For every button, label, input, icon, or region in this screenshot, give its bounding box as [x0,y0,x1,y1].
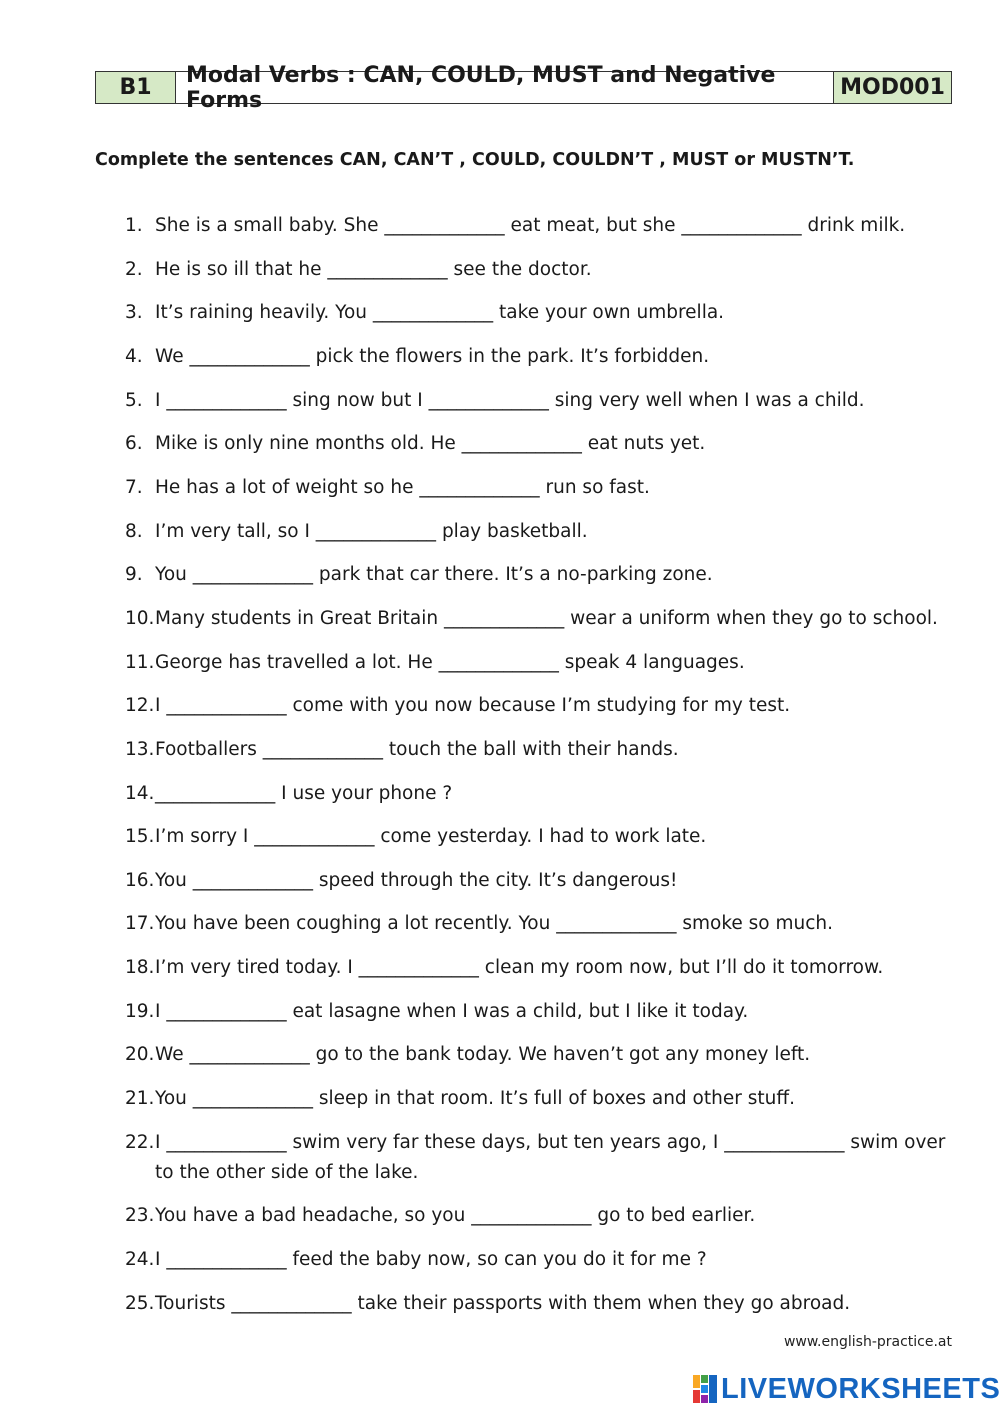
question-number: 23. [125,1205,155,1226]
question-number: 3. [125,302,143,323]
question-text[interactable]: He is so ill that he _____________ see the doctor. [155,259,592,280]
source-url[interactable]: www.english-practice.at [783,1334,952,1350]
logo-text: LIVEWORKSHEETS [721,1372,1000,1405]
question-text[interactable]: You have been coughing a lot recently. You _____________ smoke so much. [155,913,834,934]
question-text[interactable]: I’m sorry I _____________ come yesterday. I had to work late. [155,826,707,847]
question-text[interactable]: She is a small baby. She _____________ eat meat, but she _____________ drink milk. [155,215,906,236]
question-number: 13. [125,739,155,760]
question-text[interactable]: George has travelled a lot. He _____________ speak 4 languages. [155,652,745,673]
question-text[interactable]: Many students in Great Britain _____________ wear a uniform when they go to school. [155,608,938,629]
question-number: 21. [125,1088,155,1109]
question-number: 16. [125,870,155,891]
question-text[interactable]: It’s raining heavily. You _____________ take your own umbrella. [155,302,725,323]
question-number: 5. [125,390,143,411]
question-number: 10. [125,608,155,629]
question-number: 7. [125,477,143,498]
liveworksheets-logo-icon [693,1375,717,1403]
question-number: 6. [125,433,143,454]
question-number: 14. [125,783,155,804]
question-number: 15. [125,826,155,847]
question-text[interactable]: You have a bad headache, so you _____________ go to bed earlier. [155,1205,756,1226]
question-text[interactable]: Footballers _____________ touch the ball with their hands. [155,739,679,760]
question-number: 18. [125,957,155,978]
question-number: 25. [125,1293,155,1314]
liveworksheets-logo[interactable] [693,1372,1000,1406]
question-number: 19. [125,1001,155,1022]
question-text[interactable]: I _____________ eat lasagne when I was a child, but I like it today. [155,1001,749,1022]
question-text[interactable]: _____________ I use your phone ? [155,783,453,804]
question-text[interactable]: You _____________ speed through the city. It’s dangerous! [155,870,678,891]
question-text[interactable]: You _____________ sleep in that room. It’s full of boxes and other stuff. [155,1088,795,1109]
question-text[interactable]: I _____________ feed the baby now, so can you do it for me ? [155,1249,707,1270]
question-number: 22. [125,1132,155,1153]
level-badge: B1 [96,72,176,103]
question-number: 11. [125,652,155,673]
question-number: 2. [125,259,143,280]
instructions: Complete the sentences CAN, CAN’T , COULD, COULDN’T , MUST or MUSTN’T. [95,150,855,170]
question-number: 4. [125,346,143,367]
question-text[interactable]: He has a lot of weight so he _____________ run so fast. [155,477,650,498]
worksheet-code: MOD001 [834,72,951,103]
question-number: 12. [125,695,155,716]
question-text[interactable]: I’m very tired today. I _____________ clean my room now, but I’ll do it tomorrow. [155,957,884,978]
question-text[interactable]: I _____________ swim very far these days, but ten years ago, I _____________ swim over to the other side of the lake. [155,1132,952,1183]
question-text[interactable]: We _____________ pick the flowers in the park. It’s forbidden. [155,346,710,367]
question-text[interactable]: You _____________ park that car there. It’s a no-parking zone. [155,564,713,585]
question-text[interactable]: I _____________ sing now but I _____________ sing very well when I was a child. [155,390,865,411]
question-number: 8. [125,521,143,542]
question-text[interactable]: Tourists _____________ take their passports with them when they go abroad. [155,1293,851,1314]
question-number: 24. [125,1249,155,1270]
worksheet-title: Modal Verbs : CAN, COULD, MUST and Negative Forms [176,72,834,103]
question-number: 17. [125,913,155,934]
question-text[interactable]: We _____________ go to the bank today. We haven’t got any money left. [155,1044,811,1065]
question-text[interactable]: Mike is only nine months old. He _____________ eat nuts yet. [155,433,706,454]
question-text[interactable]: I _____________ come with you now because I’m studying for my test. [155,695,791,716]
question-number: 20. [125,1044,155,1065]
question-number: 9. [125,564,143,585]
question-text[interactable]: I’m very tall, so I _____________ play basketball. [155,521,588,542]
question-number: 1. [125,215,143,236]
